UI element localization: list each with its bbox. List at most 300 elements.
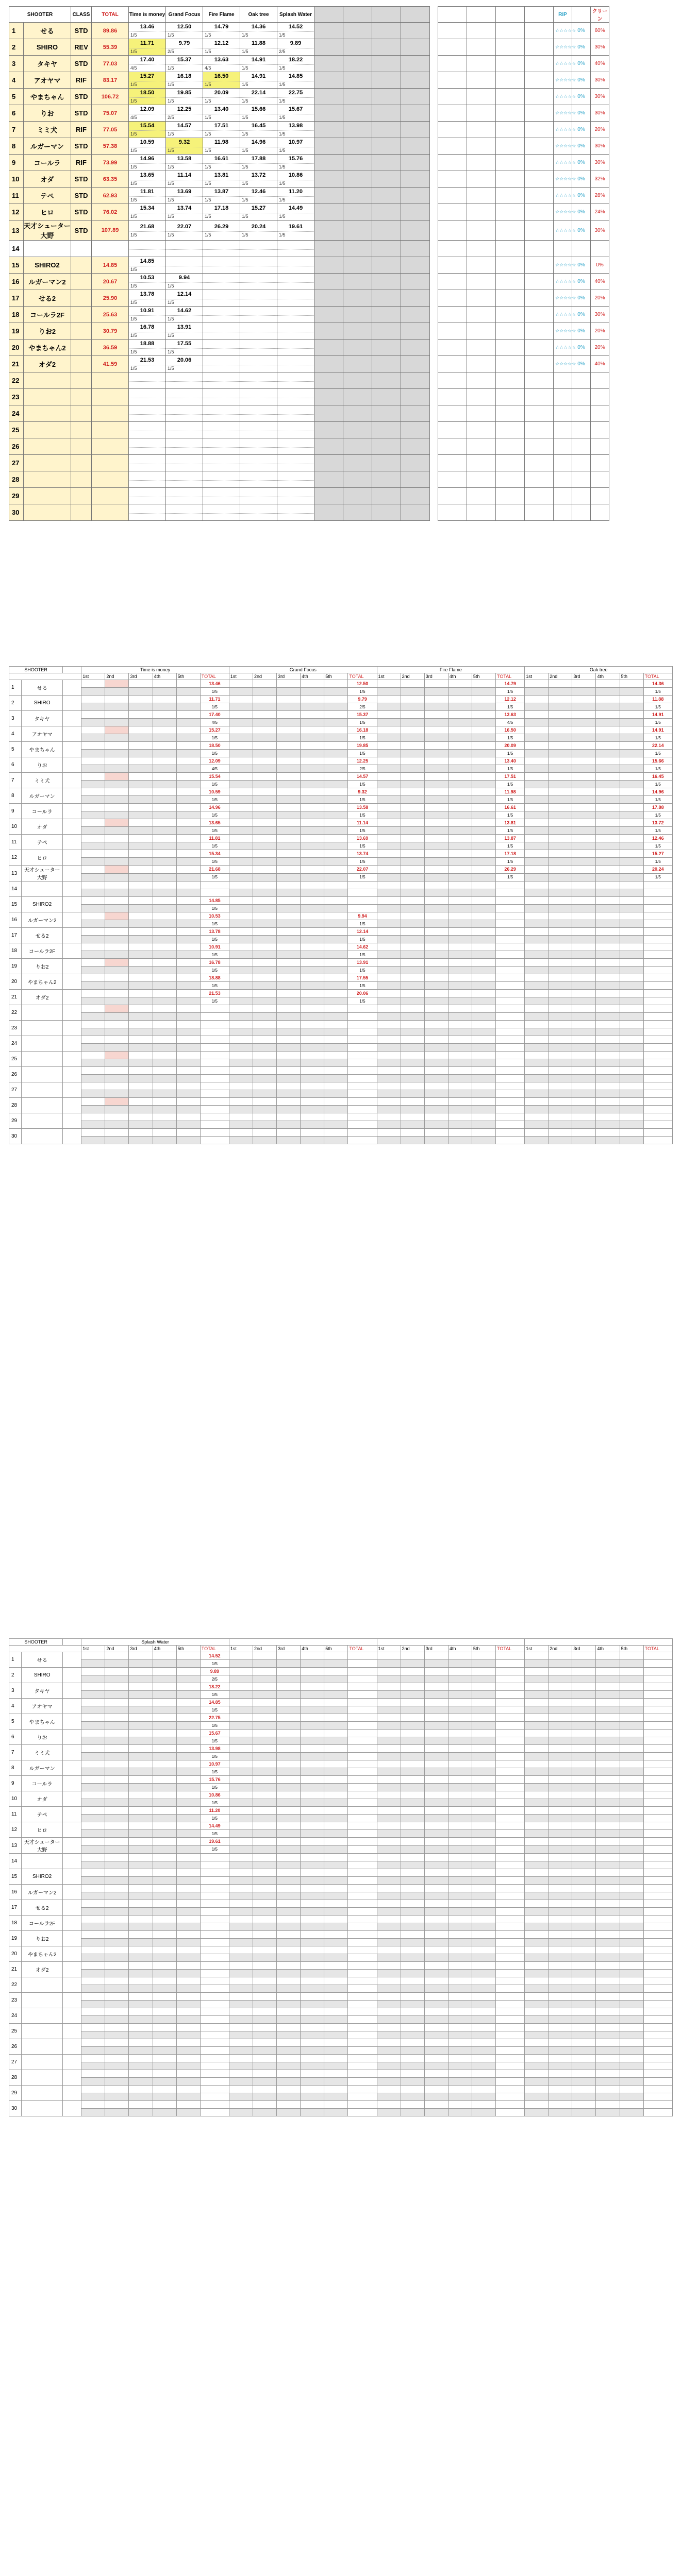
flag-cell — [105, 1970, 129, 1977]
stage-total-cell — [348, 2039, 377, 2047]
run-time-cell — [572, 696, 596, 703]
stage-time: 15.27 — [129, 72, 165, 81]
run-time-cell — [377, 897, 401, 905]
flag-cell — [620, 1768, 643, 1776]
flag-cell — [549, 750, 572, 757]
stage-time: 18.22 — [277, 56, 314, 65]
blank-cell — [525, 72, 554, 89]
grey-cell — [401, 389, 430, 405]
run-time-cell — [620, 819, 643, 827]
run-time-cell — [572, 1807, 596, 1815]
run-time-cell — [424, 1699, 448, 1706]
stage-score-cell — [166, 488, 203, 504]
run-time-cell — [401, 1807, 424, 1815]
run-time-cell — [572, 1869, 596, 1877]
stage-time: 9.89 — [277, 39, 314, 48]
flag-cell — [105, 750, 129, 757]
flag-cell — [324, 951, 348, 959]
flag-cell — [620, 1799, 643, 1807]
stage-total-cell — [643, 2024, 672, 2031]
run-time-cell — [424, 882, 448, 889]
stage-fraction-cell — [200, 1075, 229, 1082]
run-time-cell — [424, 1129, 448, 1137]
stage-total-cell — [348, 882, 377, 889]
run-time-cell — [301, 1082, 324, 1090]
flag-cell — [176, 951, 200, 959]
flag-cell — [572, 858, 596, 866]
run-time-cell — [129, 2070, 153, 2078]
stage-fraction: 1/5 — [168, 300, 174, 305]
stage-fraction-cell — [348, 1753, 377, 1760]
stage-score-cell — [203, 274, 240, 290]
run-time-cell — [229, 835, 253, 842]
detail-subrow — [9, 2031, 673, 2039]
grey-cell — [372, 356, 401, 372]
run-time-cell — [377, 912, 401, 920]
flag-cell — [620, 1970, 643, 1977]
flag-cell — [129, 1706, 153, 1714]
stage-fraction: 1/5 — [168, 32, 174, 38]
stage-fraction-cell — [200, 1137, 229, 1144]
detail-subrow — [9, 750, 673, 757]
run-time-cell — [377, 757, 401, 765]
flag-cell — [549, 1722, 572, 1730]
flag-cell — [324, 1660, 348, 1668]
run-time-cell — [472, 974, 495, 982]
detail-shooter-name: ルガーマン2 — [22, 912, 63, 928]
stage-total-cell — [496, 897, 525, 905]
stage-total-cell — [200, 1977, 229, 1985]
run-time-cell — [596, 1791, 620, 1799]
run-time-cell — [549, 742, 572, 750]
run-time-cell — [129, 1807, 153, 1815]
run-time-cell — [472, 1807, 495, 1815]
stage-time: 13.87 — [203, 188, 240, 197]
detail-row-number: 20 — [9, 1946, 22, 1962]
stage-fraction-cell: 1/5 — [496, 858, 525, 866]
run-time-cell — [424, 1683, 448, 1691]
blank-cell — [438, 438, 467, 455]
flag-cell — [129, 1815, 153, 1822]
flag-cell — [105, 1137, 129, 1144]
flag-cell — [277, 750, 301, 757]
row-number: 12 — [9, 204, 24, 221]
flag-cell — [301, 2093, 324, 2101]
run-time-cell — [377, 788, 401, 796]
stage-total-cell — [496, 1854, 525, 1861]
flag-cell — [596, 2062, 620, 2070]
run-time-cell — [324, 788, 348, 796]
stage-total-cell — [200, 882, 229, 889]
run-label: 3rd — [572, 673, 596, 680]
run-time-cell — [301, 2039, 324, 2047]
run-time-cell — [572, 2086, 596, 2093]
stage-fraction: 1/5 — [279, 148, 286, 153]
stage-time — [203, 257, 240, 266]
flag-cell — [401, 2078, 424, 2086]
stage-fraction-cell — [643, 1722, 672, 1730]
stage-total-cell — [496, 959, 525, 967]
run-time-cell — [129, 1977, 153, 1985]
stage-fraction-cell — [496, 1660, 525, 1668]
run-time-cell — [105, 1683, 129, 1691]
run-time-cell — [229, 1699, 253, 1706]
flag-cell — [549, 827, 572, 835]
flag-cell — [377, 936, 401, 943]
run-label: 5th — [324, 673, 348, 680]
run-time-cell — [448, 1791, 472, 1799]
run-time-cell — [424, 1113, 448, 1121]
run-time-cell — [596, 1683, 620, 1691]
stage-fraction-cell: 1/5 — [348, 719, 377, 726]
detail-row — [9, 1760, 673, 1768]
flag-cell — [153, 1908, 176, 1916]
flag-cell — [81, 2093, 105, 2101]
flag-cell — [424, 1923, 448, 1931]
run-time-cell — [324, 1699, 348, 1706]
flag-cell — [277, 1044, 301, 1052]
detail-row-number: 22 — [9, 1977, 22, 1993]
grey-cell — [372, 257, 401, 274]
stage-score-cell — [277, 221, 314, 241]
flag-cell — [129, 2078, 153, 2086]
run-time-cell — [81, 1962, 105, 1970]
stage-score-cell — [240, 422, 277, 438]
blank-cell — [525, 188, 554, 204]
flag-cell — [324, 1044, 348, 1052]
run-time-cell — [525, 711, 549, 719]
flag-cell — [105, 719, 129, 726]
stage-score-cell — [277, 471, 314, 488]
flag-cell — [229, 1923, 253, 1931]
flag-cell — [301, 905, 324, 912]
flag-cell — [176, 1753, 200, 1760]
run-time-cell — [620, 1993, 643, 2001]
flag-cell — [105, 1013, 129, 1021]
run-time-cell — [81, 912, 105, 920]
stage-total-cell — [348, 1946, 377, 1954]
shooter-name: アオヤマ — [24, 72, 71, 89]
run-time-cell — [253, 1129, 277, 1137]
run-time-cell — [81, 1652, 105, 1660]
blank-cell — [467, 138, 496, 155]
header-gap — [401, 7, 430, 23]
run-time-cell — [81, 1838, 105, 1846]
flag-cell — [105, 1877, 129, 1885]
stage-time: 11.81 — [129, 188, 165, 197]
grey-cell — [343, 39, 372, 56]
stage-time — [240, 356, 277, 365]
rating-stars: ☆☆☆☆☆ — [554, 89, 572, 105]
run-time-cell — [377, 804, 401, 811]
flag-cell — [129, 982, 153, 990]
header-gap — [467, 7, 496, 23]
row-number: 4 — [9, 72, 24, 89]
grey-cell — [372, 138, 401, 155]
stage-score-cell — [166, 438, 203, 455]
flag-cell — [105, 967, 129, 974]
detail-shooter-name: りお2 — [22, 1931, 63, 1946]
run-time-cell — [129, 819, 153, 827]
run-time-cell — [105, 882, 129, 889]
stage-time — [203, 504, 240, 514]
flag-cell — [253, 1845, 277, 1854]
stage-fraction-cell — [348, 1075, 377, 1082]
flag-cell — [401, 1815, 424, 1822]
blank-cell — [467, 405, 496, 422]
run-time-cell — [129, 696, 153, 703]
stage-time: 14.36 — [240, 23, 277, 32]
blank-cell — [467, 257, 496, 274]
grey-cell — [372, 290, 401, 307]
run-time-cell — [472, 757, 495, 765]
run-time-cell — [105, 1838, 129, 1846]
run-time-cell — [229, 2039, 253, 2047]
flag-cell — [596, 967, 620, 974]
run-time-cell — [81, 1885, 105, 1892]
run-time-cell — [377, 943, 401, 951]
flag-cell — [572, 1799, 596, 1807]
grey-cell — [372, 405, 401, 422]
run-time-cell — [424, 680, 448, 688]
separator — [430, 122, 438, 138]
flag-cell — [129, 873, 153, 882]
run-time-cell — [253, 1052, 277, 1059]
stage-time: 10.53 — [129, 274, 165, 283]
rating-stars: ☆☆☆☆☆ — [554, 171, 572, 188]
run-time-cell — [549, 1714, 572, 1722]
stage-score-cell — [277, 188, 314, 204]
flag-cell — [105, 1939, 129, 1946]
flag-cell — [153, 905, 176, 912]
flag-cell — [525, 967, 549, 974]
run-time-cell — [424, 2086, 448, 2093]
run-time-cell — [525, 1652, 549, 1660]
flag-cell — [153, 827, 176, 835]
stage-fraction-cell — [643, 889, 672, 897]
flag-cell — [549, 2062, 572, 2070]
run-time-cell — [448, 1730, 472, 1737]
flag-cell — [472, 1815, 495, 1822]
flag-cell — [620, 1815, 643, 1822]
flag-cell — [253, 1970, 277, 1977]
flag-cell — [253, 765, 277, 773]
stage-time: 13.74 — [166, 204, 203, 213]
shooter-class — [71, 504, 92, 521]
flag-cell — [401, 703, 424, 711]
flag-cell — [81, 765, 105, 773]
grey-cell — [314, 290, 343, 307]
flag-cell — [572, 2109, 596, 2116]
run-time-cell — [81, 866, 105, 874]
flag-cell — [176, 2031, 200, 2039]
stage-total-cell — [200, 1993, 229, 2001]
run-time-cell — [377, 1807, 401, 1815]
stage-time: 14.85 — [129, 257, 165, 266]
stage-time: 15.34 — [129, 204, 165, 213]
flag-cell — [525, 1985, 549, 1993]
stage-total-cell — [643, 1838, 672, 1846]
stage-fraction-cell — [200, 1923, 229, 1931]
run-time-cell — [129, 1036, 153, 1044]
flag-cell — [620, 982, 643, 990]
stage-fraction-cell — [643, 1799, 672, 1807]
run-time-cell — [277, 680, 301, 688]
detail-shooter-name: やまちゃん — [22, 1714, 63, 1730]
run-time-cell — [448, 804, 472, 811]
flag-cell — [525, 719, 549, 726]
run-time-cell — [301, 1730, 324, 1737]
stage-time: 9.32 — [166, 138, 203, 147]
clean-percent: 40% — [591, 356, 609, 372]
run-time-cell — [424, 2070, 448, 2078]
run-time-cell — [377, 1005, 401, 1013]
run-time-cell — [324, 1652, 348, 1660]
detail-blank — [63, 866, 81, 882]
flag-cell — [596, 1908, 620, 1916]
stage-fraction-cell: 1/5 — [200, 811, 229, 819]
stage-fraction-cell — [496, 1985, 525, 1993]
rating-stars — [554, 455, 572, 471]
shooter-class — [71, 290, 92, 307]
run-time-cell — [549, 2101, 572, 2109]
rating-stars: ☆☆☆☆☆ — [554, 307, 572, 323]
flag-cell — [301, 1923, 324, 1931]
stage-total-cell: 16.61 — [496, 804, 525, 811]
flag-cell — [176, 750, 200, 757]
stage-total-cell — [496, 1760, 525, 1768]
stage-fraction-cell — [496, 982, 525, 990]
flag-cell — [301, 1985, 324, 1993]
stage-fraction: 1/5 — [130, 49, 137, 54]
stage-total-cell — [643, 1977, 672, 1985]
stage-total-cell — [496, 1730, 525, 1737]
run-time-cell — [105, 974, 129, 982]
detail-shooter-name: SHIRO2 — [22, 897, 63, 912]
flag-cell — [324, 1675, 348, 1683]
detail-shooter-name: せる — [22, 680, 63, 696]
summary-row — [9, 39, 609, 56]
stage-fraction — [129, 497, 165, 504]
stage-fraction-cell — [348, 1044, 377, 1052]
run-time-cell — [301, 2008, 324, 2016]
flag-cell — [324, 2031, 348, 2039]
run-time-cell — [549, 804, 572, 811]
run-time-cell — [277, 1683, 301, 1691]
stage-total-cell: 13.78 — [200, 928, 229, 936]
run-time-cell — [129, 1699, 153, 1706]
run-time-cell — [153, 1052, 176, 1059]
run-time-cell — [596, 804, 620, 811]
flag-cell — [620, 1675, 643, 1683]
summary-row — [9, 257, 609, 274]
run-time-cell — [277, 1900, 301, 1908]
flag-cell — [153, 2062, 176, 2070]
run-time-cell — [105, 1714, 129, 1722]
run-time-cell — [401, 2086, 424, 2093]
flag-cell — [401, 1737, 424, 1745]
grey-cell — [314, 257, 343, 274]
run-time-cell — [472, 928, 495, 936]
run-time-cell — [525, 1885, 549, 1892]
run-time-cell — [176, 2086, 200, 2093]
run-time-cell — [176, 928, 200, 936]
flag-cell — [81, 1908, 105, 1916]
run-time-cell — [253, 897, 277, 905]
grey-cell — [401, 155, 430, 171]
stage-fraction-cell — [200, 1121, 229, 1129]
run-time-cell — [448, 1699, 472, 1706]
blank-cell — [525, 56, 554, 72]
blank-cell — [467, 471, 496, 488]
flag-cell — [229, 1660, 253, 1668]
run-time-cell — [620, 726, 643, 734]
run-time-cell — [472, 1730, 495, 1737]
flag-cell — [448, 1028, 472, 1036]
grey-cell — [314, 340, 343, 356]
detail-shooter-name: テペ — [22, 1807, 63, 1822]
run-time-cell — [549, 1113, 572, 1121]
run-time-cell — [424, 974, 448, 982]
stage-fraction-cell — [348, 1784, 377, 1791]
run-time-cell — [401, 1699, 424, 1706]
stage-time: 11.71 — [129, 39, 165, 48]
separator — [430, 138, 438, 155]
run-time-cell — [620, 1900, 643, 1908]
run-time-cell — [129, 866, 153, 874]
run-time-cell — [549, 943, 572, 951]
flag-cell — [129, 703, 153, 711]
detail-blank — [63, 2024, 81, 2039]
flag-cell — [572, 1121, 596, 1129]
flag-cell — [596, 734, 620, 742]
flag-cell — [324, 2078, 348, 2086]
stage-fraction-cell — [348, 905, 377, 912]
summary-row — [9, 455, 609, 471]
run-time-cell — [549, 1683, 572, 1691]
flag-cell — [572, 889, 596, 897]
run-time-cell — [596, 1916, 620, 1923]
run-time-cell — [572, 1854, 596, 1861]
detail-shooter-name: コールラ2F — [22, 943, 63, 959]
stage-score-cell — [277, 241, 314, 257]
run-time-cell — [105, 1730, 129, 1737]
flag-cell — [472, 1954, 495, 1962]
blank-cell — [525, 122, 554, 138]
flag-cell — [277, 1660, 301, 1668]
flag-cell — [549, 1799, 572, 1807]
stage-score-cell — [166, 155, 203, 171]
run-time-cell — [472, 1869, 495, 1877]
flag-cell — [176, 2062, 200, 2070]
stage-total-cell — [643, 1652, 672, 1660]
run-time-cell — [105, 726, 129, 734]
stage-fraction-cell: 1/5 — [348, 811, 377, 819]
run-time-cell — [229, 1714, 253, 1722]
stage-score-cell — [166, 389, 203, 405]
flag-cell — [129, 1028, 153, 1036]
run-time-cell — [301, 897, 324, 905]
detail-row-number: 11 — [9, 1807, 22, 1822]
stage-total-cell — [200, 2086, 229, 2093]
run-label: 1st — [81, 1646, 105, 1652]
run-time-cell — [105, 835, 129, 842]
flag-cell — [424, 1691, 448, 1699]
run-time-cell — [81, 1760, 105, 1768]
detail-header-stages — [9, 667, 673, 673]
flag-cell — [377, 1013, 401, 1021]
shooter-name: テペ — [24, 188, 71, 204]
